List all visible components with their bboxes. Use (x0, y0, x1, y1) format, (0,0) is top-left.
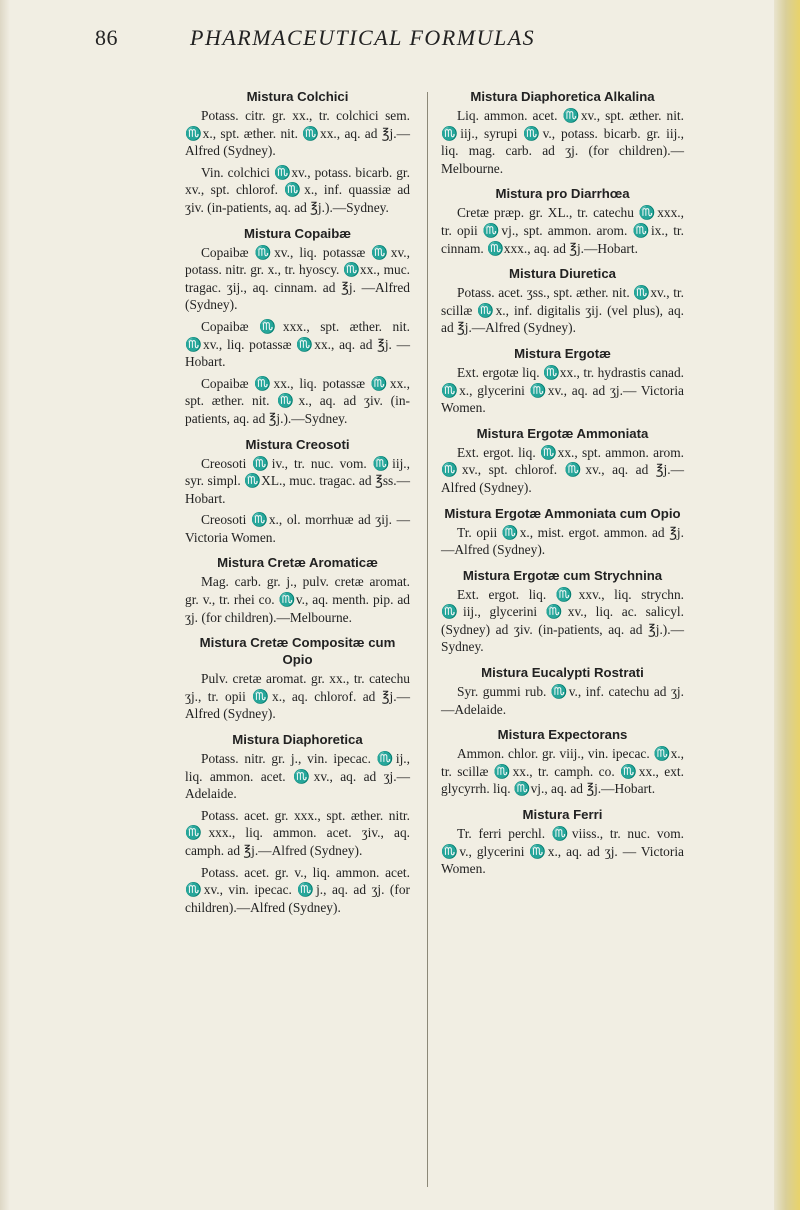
column-rule (427, 92, 428, 1187)
formula-heading: Mistura Expectorans (497, 727, 628, 743)
formula-text: Pulv. cretæ aromat. gr. xx., tr. catechu ʒj., tr. opii ♏x., aq. chlorof. ad ℥j.—Alfred (Sydney). (185, 671, 410, 722)
formula-text: Syr. gummi rub. ♏v., inf. catechu ad ʒj.—Adelaide. (441, 684, 684, 717)
formula-text: Potass. acet. gr. v., liq. ammon. acet. ♏xv., vin. ipecac. ♏j., aq. ad ʒj. (for children).—Alfred (Sydney). (185, 864, 410, 915)
formula-heading: Mistura Diuretica (509, 266, 616, 282)
formula-entry (441, 425, 684, 497)
formula-entry (185, 731, 410, 916)
formula-text: Creosoti ♏iv., tr. nuc. vom. ♏iij., syr. simpl. ♏XL., muc. tragac. ad ℥ss.—Hobart. (185, 455, 410, 506)
formula-text: Creosoti ♏x., ol. morrhuæ ad ʒij. — Victoria Women. (185, 512, 410, 545)
formula-text: Potass. nitr. gr. j., vin. ipecac. ♏ij., liq. ammon. acet. ♏xv., aq. ad ʒj.—Adelaide. (185, 751, 410, 802)
formula-text: Vin. colchici ♏xv., potass. bicarb. gr. xv., spt. chlorof. ♏x., inf. quassiæ ad ʒiv. (in-patients, aq. ad ℥j.).—Sydney. (185, 164, 410, 215)
formula-entry (185, 436, 410, 547)
formula-text: Copaibæ ♏xxx., spt. æther. nit. ♏xv., liq. potassæ ♏xx., aq. ad ℥j. —Hobart. (185, 318, 410, 370)
formula-entry (441, 265, 684, 337)
formula-text: Potass. acet. ʒss., spt. æther. nit. ♏xv., tr. scillæ ♏x., inf. digitalis ʒij. (vel plus), aq. ad ℥j.—Alfred (Sydney). (441, 285, 684, 336)
formula-entry (441, 345, 684, 417)
formula-text: Mag. carb. gr. j., pulv. cretæ aromat. gr. v., tr. rhei co. ♏v., aq. menth. pip. ad ʒj. (for children).—Melbourne. (185, 574, 410, 625)
formula-text: Ext. ergotæ liq. ♏xx., tr. hydrastis canad. ♏x., glycerini ♏xv., aq. ad ʒj.— Victoria Women. (441, 364, 684, 416)
formula-entry (441, 88, 684, 177)
formula-heading: Mistura Copaibæ (244, 225, 351, 241)
formula-heading: Mistura Diaphoretica Alkalina (470, 89, 655, 104)
formula-entry (441, 185, 684, 257)
formula-text: Cretæ præp. gr. XL., tr. catechu ♏xxx., tr. opii ♏vj., spt. ammon. arom. ♏ix., tr. cinnam. ♏xxx., aq. ad ℥j.—Hobart. (441, 205, 684, 256)
page-number: 86 (95, 25, 118, 50)
formula-heading: Mistura Eucalypti Rostrati (481, 665, 644, 681)
formula-text: Ext. ergot. liq. ♏xx., spt. ammon. arom. ♏xv., spt. chlorof. ♏xv., aq. ad ℥j.—Alfred (Sydney). (441, 444, 684, 495)
left-column (185, 88, 410, 924)
formula-heading: Mistura Ergotæ (514, 345, 611, 361)
formula-entry (185, 634, 410, 723)
formula-text: Tr. ferri perchl. ♏viiss., tr. nuc. vom. ♏v., glycerini ♏x., aq. ad ʒj. — Victoria Women. (441, 826, 684, 877)
formula-entry (441, 567, 684, 656)
formula-entry (441, 505, 684, 559)
page-edge-shadow (0, 0, 10, 1210)
page-binding-edge (774, 0, 800, 1210)
formula-text: Copaibæ ♏xv., liq. potassæ ♏xv., potass. nitr. gr. x., tr. hyoscy. ♏xx., muc. tragac. ʒij., aq. cinnam. ad ℥j. —Alfred (Sydney). (185, 244, 410, 313)
formula-heading: Mistura Colchici (246, 89, 349, 104)
formula-entry (441, 726, 684, 798)
formula-heading: Mistura Ergotæ Ammoniata cum Opio (444, 505, 681, 521)
formula-text: Potass. citr. gr. xx., tr. colchici sem. ♏x., spt. æther. nit. ♏xx., aq. ad ℥j.—Alfred (Sydney). (185, 108, 410, 159)
formula-heading: Mistura Ergotæ Ammoniata (476, 425, 649, 441)
formula-entry (441, 664, 684, 718)
formula-heading: Mistura Cretæ Aromaticæ (217, 555, 378, 571)
formula-heading: Mistura pro Diarrhœa (495, 186, 630, 202)
formula-entry (441, 806, 684, 878)
formula-text: Liq. ammon. acet. ♏xv., spt. æther. nit. ♏iij., syrupi ♏v., potass. bicarb. gr. iij., liq. mag. carb. ad ʒj. (for children).—Melbourne. (441, 108, 684, 176)
formula-heading: Mistura Creosoti (245, 436, 350, 452)
formula-heading: Mistura Ferri (522, 807, 603, 823)
running-title: PHARMACEUTICAL FORMULAS (190, 25, 536, 50)
formula-heading: Mistura Cretæ Compositæ cum Opio (199, 635, 396, 668)
formula-heading: Mistura Ergotæ cum Strychnina (462, 567, 663, 583)
formula-heading: Mistura Diaphoretica (232, 732, 363, 748)
formula-entry (185, 225, 410, 428)
formula-entry (185, 554, 410, 626)
formula-text: Copaibæ ♏xx., liq. potassæ ♏xx., spt. æther. nit. ♏x., aq. ad ʒiv. (in-patients, aq. ad ℥j.).—Sydney. (185, 375, 410, 426)
formula-text: Tr. opii ♏x., mist. ergot. ammon. ad ℥j.—Alfred (Sydney). (441, 524, 684, 558)
formula-text: Ammon. chlor. gr. viij., vin. ipecac. ♏x., tr. scillæ ♏xx., tr. camph. co. ♏xx., ext. glycyrrh. liq. ♏vj., aq. ad ℥j.—Hobart. (441, 746, 684, 797)
right-column (441, 88, 684, 886)
formula-entry (185, 88, 410, 217)
formula-text: Potass. acet. gr. xxx., spt. æther. nitr. ♏xxx., liq. ammon. acet. ʒiv., aq. camph. ad ℥j.—Alfred (Sydney). (185, 807, 410, 858)
formula-text: Ext. ergot. liq. ♏xxv., liq. strychn. ♏iij., glycerini ♏xv., liq. ac. salicyl. (Sydney) ad ʒiv. (in-patients, aq. ad ℥j.).—Sydney. (441, 586, 684, 655)
